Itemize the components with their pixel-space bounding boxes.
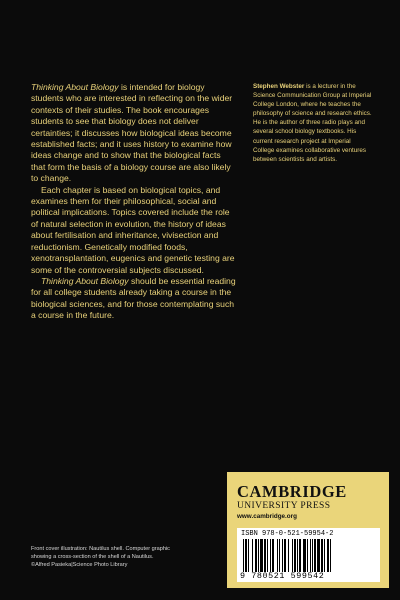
barcode-bar: [284, 539, 286, 572]
description-paragraph-3: [31, 276, 236, 322]
barcode-bar: [279, 539, 280, 572]
barcode-bar: [321, 539, 323, 572]
barcode-bar: [260, 539, 263, 572]
cover-credit: [31, 545, 181, 569]
description-text: should be essential reading for all college students already taking a course in the biological sciences, and for those contemplating such a course in the future.: [31, 275, 236, 321]
barcode-bar: [243, 539, 244, 572]
author-name: Stephen Webster: [253, 83, 305, 90]
publisher-url: www.cambridge.org: [237, 513, 297, 520]
publisher-subname: UNIVERSITY PRESS: [237, 501, 331, 511]
author-bio: [253, 82, 373, 164]
barcode-bar: [282, 539, 283, 572]
barcode-bar: [272, 539, 274, 572]
barcode-bars: [241, 539, 371, 572]
barcode-bar: [245, 539, 247, 572]
barcode-bar: [317, 539, 320, 572]
barcode-bar: [307, 539, 308, 572]
barcode-bar: [314, 539, 316, 572]
barcode-bar: [299, 539, 301, 572]
description-paragraph-1: [31, 82, 236, 185]
barcode-bar: [270, 539, 271, 572]
barcode-bar: [303, 539, 306, 572]
barcode-bar: [264, 539, 266, 572]
barcode-bar: [288, 539, 289, 572]
barcode-bar: [327, 539, 329, 572]
barcode-bar: [292, 539, 293, 572]
isbn-barcode: [237, 528, 380, 582]
barcode-bar: [248, 539, 249, 572]
barcode-bar: [330, 539, 331, 572]
barcode-bar: [277, 539, 278, 572]
barcode-bar: [252, 539, 253, 572]
description-text: is intended for biology students who are interested in reflecting on the wider contexts of their studies. The book encourages students to see that biology does not deliver certainties; it discusses how biological ideas become established facts; and it uses history to examine how ideas change and to show that the biological facts that form the basis of a biology course are also likely to change.: [31, 82, 233, 184]
book-description: [31, 82, 236, 322]
cover-credit-line: showing a cross-section of the shell of a Nautilus.: [31, 554, 154, 560]
book-title-italic: Thinking About Biology: [31, 82, 119, 92]
description-paragraph-2: Each chapter is based on biological topics, and examines them for their philosophical, social and political implications. Topics covered include the role of natural selection in evolution, the history of ideas about fertilisation and inheritance, vivisection and reductionism. Genetically modified foods, xenotransplantation, eugenics and genetic testing are some of the controversial subjects discussed.: [31, 184, 235, 275]
barcode-bar: [312, 539, 313, 572]
isbn-label: ISBN 978-0-521-59954-2: [241, 530, 334, 538]
barcode-bar: [310, 539, 311, 572]
cover-credit-line: ©Alfred Pasieka|Science Photo Library: [31, 562, 128, 568]
author-bio-text: is a lecturer in the Science Communication Group at Imperial College London, where he teaches the philosophy of science and research ethics. He is the author of three radio plays and several school biology textbooks. His current research project at Imperial College examines collaborative ventures between scientists and artists.: [253, 83, 372, 163]
barcode-bar: [324, 539, 325, 572]
barcode-bar: [255, 539, 257, 572]
book-title-italic: Thinking About Biology: [41, 275, 129, 286]
cover-credit-line: Front cover illustration: Nautilus shell. Computer graphic: [31, 546, 170, 552]
barcode-bar: [258, 539, 259, 572]
publisher-panel: [227, 472, 389, 588]
barcode-digits: 9 780521 599542: [240, 571, 325, 581]
publisher-name: CAMBRIDGE: [237, 482, 347, 501]
barcode-bar: [297, 539, 298, 572]
barcode-bar: [294, 539, 296, 572]
barcode-bar: [267, 539, 268, 572]
